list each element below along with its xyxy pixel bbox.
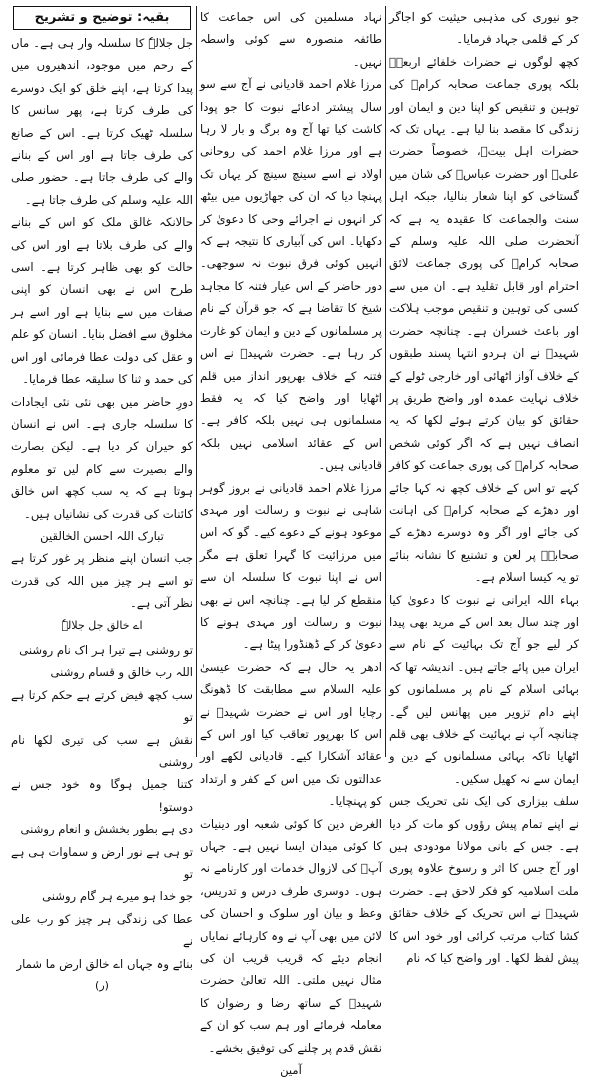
middle-column — [196, 6, 386, 1078]
ghazal-line: اللہ رب خالق و قسام روشنی — [50, 665, 193, 680]
paragraph: الغرض دین کا کوئی شعبہ اور دینیات کا کوئی میدان ایسا نہیں ہے۔ جہاں آپؒ کی لازوال خدمات اور کارنامے نہ ہوں۔ دوسری طرف درس و تدریس، وعظ و بیان اور سلوک و احسان کی لائن میں بھی آپ نے وہ کارہائے نمایاں انجام دیئے کہ قریب قریب ان کی مثال نہیں ملتی۔ اللہ تعالیٰ حضرت شہیدؒ کے ساتھ رضا و رضوان کا معاملہ فرمائے اور ہم سب کو ان کے نقش قدم پر چلنے کی توفیق بخشے۔ — [200, 816, 382, 1055]
ghazal — [11, 639, 193, 975]
paragraph: سلف بیزاری کی ایک نئی تحریک جس نے اپنے تمام پیش رؤوں کو مات کر دیا ہے۔ جس کے بانی مولانا مودودی ہیں اور آج جس کا اثر و رسوخ علاوہ پوری ملت اسلامیہ کو فکر لاحق ہے۔ حضرت شہیدؒ نے اس تحریک کے خلاف حقائق کشا کتاب مرتب کرائی اور خود اس کا پیش لفظ لکھا۔ اور واضح کیا کہ نام — [389, 794, 579, 966]
ghazal-line: تو ہی ہے نور ارض و سماوات ہی ہے تو — [11, 844, 193, 882]
ghazal-signature: (ر) — [95, 979, 109, 993]
paragraph: نہاد مسلمین کی اس جماعت کا طائفہ منصورہ سے کوئی واسطہ نہیں۔ — [200, 10, 382, 69]
paragraph: کچھ لوگوں نے حضرات خلفائے اربعہؓ بلکہ پوری جماعت صحابہ کرامؓ کی توہین و تنقیص کو اپنا دین و ایمان اور زندگی کا مقصد بنا لیا ہے۔ یہاں تک کہ حضرات اہل بیتؓ، خصوصاً حضرت علیؓ اور حضرت عباسؓ کی شان میں گستاخی کو اپنا شعار بنالیا، جبکہ اہل سنت والجماعت کا عقیدہ یہ ہے کہ آنحضرت صلی اللہ علیہ وسلم کے صحابہ کرامؓ کی پوری جماعت لائق احترام اور قابل تقلید ہے۔ ان میں سے کسی کی توہین و تنقیص موجب ہلاکت اور باعث خسران ہے۔ چنانچہ حضرت شہیدؒ نے ان ہردو انتہا پسند طبقوں کے خلاف آواز اٹھائی اور خارجی ٹولے کے خلاف نہایت عمدہ اور واضح طریق پر حقائق کو بیان کرتے ہوئے لکھا کہ یہ انصاف نہیں ہے کہ اگر کوئی شخص صحابہ کرامؓ کی پوری جماعت کو کافر کہے تو اس کے خلاف کچھ نہ کہا جائے اور دھڑے کے صحابہ کرامؓ کی اہانت کی جائے اور اگر وہ دوسرے دھڑے کے صحابہؓ پر لعن و تشنیع کا نشانہ بنائے تو یہ کیسا اسلام ہے۔ — [389, 54, 579, 585]
paragraph: حالانکہ غالق ملک کو اس کے بنانے والے کی طرف بلاتا ہے اور اس کی حالت کو بھی ظاہر کرتا ہے۔ اسی طرح اس نے بھی انسان کو اپنی صفات میں سے بنایا ہے اور اسے ہر مخلوق سے افضل بنایا۔ انسان کو علم و عقل کی دولت عطا فرمائی اور اس کی حمد و ثنا کا سلیقہ عطا فرمایا۔ — [11, 215, 193, 387]
ghazal-line: دی ہے بطور بخشش و انعام روشنی — [20, 822, 193, 837]
right-column — [386, 6, 582, 966]
paragraph: جو نیوری کی مذہبی حیثیت کو اجاگر کر کے قلمی جہاد فرمایا۔ — [389, 10, 579, 47]
paragraph: جل جلالہٗ کا سلسلہ وار ہی ہے۔ ماں کے رحم میں موجود، اندھیروں میں پیدا کرتا ہے، اپنے خلق کو ایک دوسرے کی طرف کرتا ہے، پھر سانس کا سلسلہ ٹھیک کرتا ہے۔ اس کے صانع کی طرف جاتا ہے اور اس کے بنانے والے کی طرف جاتا ہے۔ حضور صلی اللہ علیہ وسلم کی طرف جاتا ہے۔ — [11, 36, 193, 207]
paragraph: مرزا غلام احمد قادیانی نے بروز گوہر شاہی نے نبوت و رسالت اور مہدی موعود ہونے کے دعوے کیے۔ گو کہ اس میں مرزائیت کا گہرا تعلق ہے مگر اس نے اپنا نبوت کا سلسلہ ان سے منقطع کر لیا ہے۔ چنانچہ اس نے بھی نبوت و رسالت اور مہدی ہونے کا دعویٰ کر کے ڈھنڈورا پیٹا ہے۔ — [200, 480, 382, 652]
paragraph: دورِ حاضر میں بھی نئی نئی ایجادات کا سلسلہ جاری ہے۔ اس نے انسان کو حیران کر دیا ہے۔ لیکن بصارت والے بصیرت سے کام لیں تو معلوم ہوتا ہے کہ یہ سب کچھ اس خالق کائنات کی قدرت کی نشانیاں ہیں۔ — [11, 394, 193, 521]
ghazal-line: سب کچھ فیض کرتے ہے حکم کرتا ہے تو — [11, 687, 193, 725]
ghazal-line: کتنا جمیل ہوگا وہ خود جس نے دوستو! — [11, 777, 193, 814]
left-column — [8, 6, 196, 993]
ghazal-line: تو روشنی ہے تیرا ہر اک نام روشنی — [19, 642, 193, 657]
paragraph: جب انسان اپنے منظر پر غور کرتا ہے تو اسے ہر چیز میں اللہ کی قدرت نظر آتی ہے۔ — [11, 551, 193, 611]
paragraph: ادھر یہ حال ہے کہ حضرت عیسیٰ علیہ السلام سے مطابقت کا ڈھونگ رچایا اور اس نے حضرت شہیدؒ نے اس کا بھرپور تعاقب کیا اور اس کے عقائد آشکارا کیے۔ قادیانی لکھے اور عدالتوں تک میں اس کے کفر و ارتداد کو پہنچایا۔ — [200, 659, 382, 809]
paragraph: مرزا غلام احمد قادیانی نے آج سے سو سال پیشتر ادعائے نبوت کا جو پودا کاشت کیا تھا آج وہ برگ و بار لا رہا ہے اور مرزا غلام احمد کی روحانی اولاد نے اسے سینچ سینچ کر یہاں تک پہنچا دیا کہ ان کی جھاڑیوں میں بیٹھ کر انہوں نے اجرائے وحی کا دعویٰ کر دکھایا۔ اس کی آبیاری کا نتیجہ ہے کہ انہیں کوئی فرق نبوت نہ سوجھی۔ دور حاضر کے اس عیار فتنہ کا مجاہد شیخ کا تقاضا ہے کہ جو قرآن کے نام پر مسلمانوں کے دین و ایمان کو غارت کر رہا ہے۔ حضرت شہیدؒ نے اس فتنہ کے خلاف بھرپور انداز میں قلم اٹھایا اور واضح کیا کہ یہ فقط مسلمانوں ہی نہیں بلکہ کافر ہے۔ اس کے عقائد اسلامی نہیں بلکہ قادیانی ہیں۔ — [200, 77, 382, 473]
ghazal-line: بنائے وہ جہاں اے خالق ارض ما شمار — [16, 956, 193, 971]
ghazal-line: نقش ہے سب کی تیری لکھا نام روشنی — [11, 732, 193, 769]
paragraph: بہاء اللہ ایرانی نے نبوت کا دعویٰ کیا اور چند سال بعد اس کے مرید بھی پیدا کر لیے جو آج تک بہائیت کے نام سے ایران میں پائے جاتے ہیں۔ اندیشہ تھا کہ بہائی اسلام کے نام پر مسلمانوں کو اپنے دام تزویر میں پھانس لیں گے۔ چنانچہ آپ نے بہائیت کے خلاف بھی قلم اٹھایا تاکہ بہائی مسلمانوں کے دین و ایمان سے نہ کھیل سکیں۔ — [389, 592, 579, 786]
end-mark: آمین — [280, 1063, 302, 1078]
ghazal-line: عطا کی زندگی ہر چیز کو رب علی نے — [11, 911, 193, 949]
columns-container — [8, 6, 582, 1078]
ghazal-intro: اے خالق جل جلالہٗ — [61, 618, 143, 632]
ghazal-line: جو خدا ہو میرے ہر گام روشنی — [42, 889, 193, 904]
quranic-couplet: تبارک اللہ احسن الخالقین — [40, 528, 164, 543]
continuation-header: بقیہ: توضیح و تشریح — [13, 6, 191, 30]
